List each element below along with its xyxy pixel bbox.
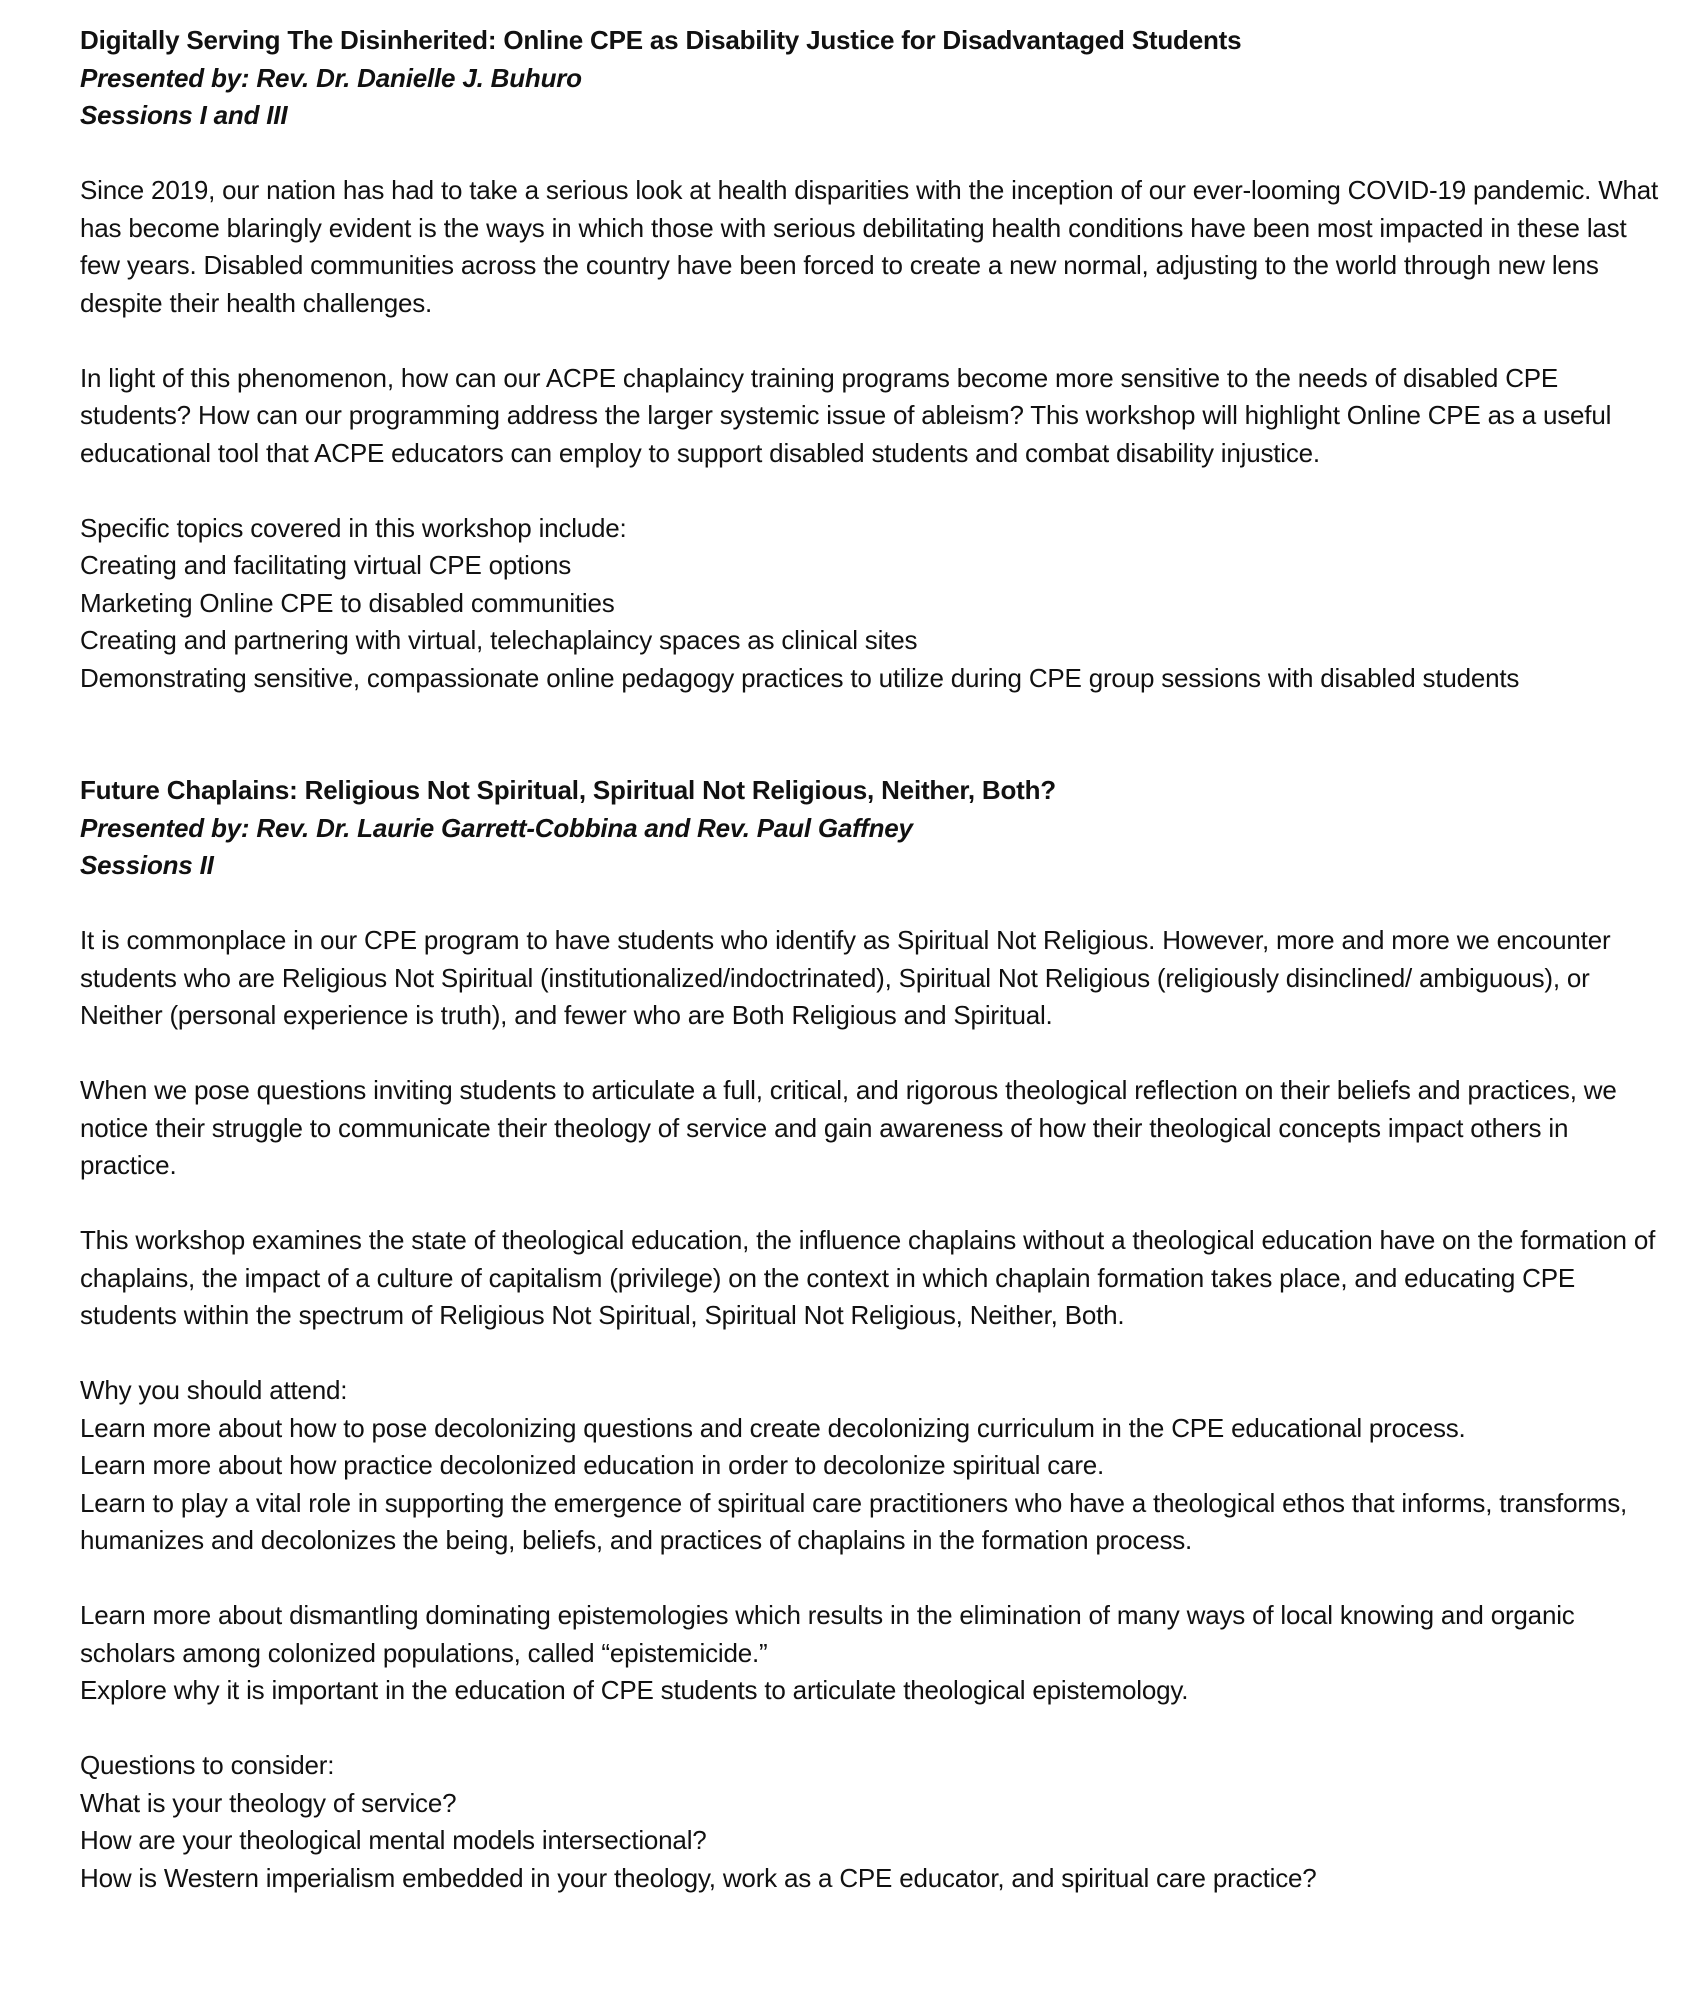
list-item: Learn more about how practice decolonized education in order to decolonize spiritual care. — [80, 1450, 1105, 1480]
paragraph: Since 2019, our nation has had to take a serious look at health disparities with the inception of our ever-looming COVID-19 pandemic. What has become blaringly evident is the ways in which those with serious debilitating health conditions have been most impacted in these last few years. Disabled communities across the country have been forced to create a new normal, adjusting to the world through new lens despite their health challenges. — [80, 175, 1659, 318]
sessions-label: Sessions I and III — [80, 100, 288, 130]
list-item: Learn more about dismantling dominating epistemologies which results in the elimination of many ways of local knowing and organic scholars among colonized populations, called “epistemicide.” — [80, 1600, 1575, 1668]
attend-intro: Why you should attend: — [80, 1375, 348, 1405]
question-item: How are your theological mental models intersectional? — [80, 1825, 707, 1855]
paragraph: This workshop examines the state of theological education, the influence chaplains without a theological education have on the formation of chaplains, the impact of a culture of capitalism (privilege) on the context in which chaplain formation takes place, and educating CPE students within the spectrum of Religious Not Spiritual, Spiritual Not Religious, Neither, Both. — [80, 1225, 1656, 1330]
list-item: Learn more about how to pose decolonizing questions and create decolonizing curriculum in the CPE educational process. — [80, 1412, 1466, 1443]
paragraph: It is commonplace in our CPE program to have students who identify as Spiritual Not Religious. However, more and more we encounter students who are Religious Not Spiritual (institutionalized/indoctrinated), Spiritual Not Religious (religiously disinclined/ ambiguous), or Neither (personal experience is truth), and fewer who are Both Religious and Spiritual. — [80, 925, 1611, 1030]
question-item: How is Western imperialism embedded in your theology, work as a CPE educator, and spiritual care practice? — [80, 1862, 1317, 1893]
session-block-1 — [80, 22, 1660, 697]
presenter-line: Presented by: Rev. Dr. Danielle J. Buhuro — [80, 62, 582, 93]
list-item: Learn to play a vital role in supporting the emergence of spiritual care practitioners who have a theological ethos that informs, transforms, humanizes and decolonizes the being, beliefs, and practices of chaplains in the formation process. — [80, 1487, 1628, 1555]
session-block-2 — [80, 772, 1660, 1897]
list-item: Demonstrating sensitive, compassionate online pedagogy practices to utilize during CPE group sessions with disabled students — [80, 662, 1520, 693]
list-item: Creating and partnering with virtual, telechaplaincy spaces as clinical sites — [80, 625, 918, 655]
list-item: Creating and facilitating virtual CPE options — [80, 550, 572, 580]
questions-intro: Questions to consider: — [80, 1750, 335, 1780]
session-title: Digitally Serving The Disinherited: Online CPE as Disability Justice for Disadvantaged Students — [80, 25, 1242, 55]
document-page — [80, 22, 1660, 1897]
sessions-label: Sessions II — [80, 850, 214, 880]
list-item: Explore why it is important in the education of CPE students to articulate theological epistemology. — [80, 1675, 1189, 1705]
session-title: Future Chaplains: Religious Not Spiritual, Spiritual Not Religious, Neither, Both? — [80, 775, 1056, 805]
paragraph: In light of this phenomenon, how can our ACPE chaplaincy training programs become more sensitive to the needs of disabled CPE students? How can our programming address the larger systemic issue of ableism? This workshop will highlight Online CPE as a useful educational tool that ACPE educators can employ to support disabled students and combat disability injustice. — [80, 362, 1612, 468]
list-intro: Specific topics covered in this workshop include: — [80, 512, 627, 543]
list-item: Marketing Online CPE to disabled communities — [80, 587, 615, 618]
paragraph: When we pose questions inviting students to articulate a full, critical, and rigorous theological reflection on their beliefs and practices, we notice their struggle to communicate their theology of service and gain awareness of how their theological concepts impact others in practice. — [80, 1075, 1617, 1180]
presenter-line: Presented by: Rev. Dr. Laurie Garrett-Cobbina and Rev. Paul Gaffney — [80, 812, 913, 843]
question-item: What is your theology of service? — [80, 1787, 457, 1818]
